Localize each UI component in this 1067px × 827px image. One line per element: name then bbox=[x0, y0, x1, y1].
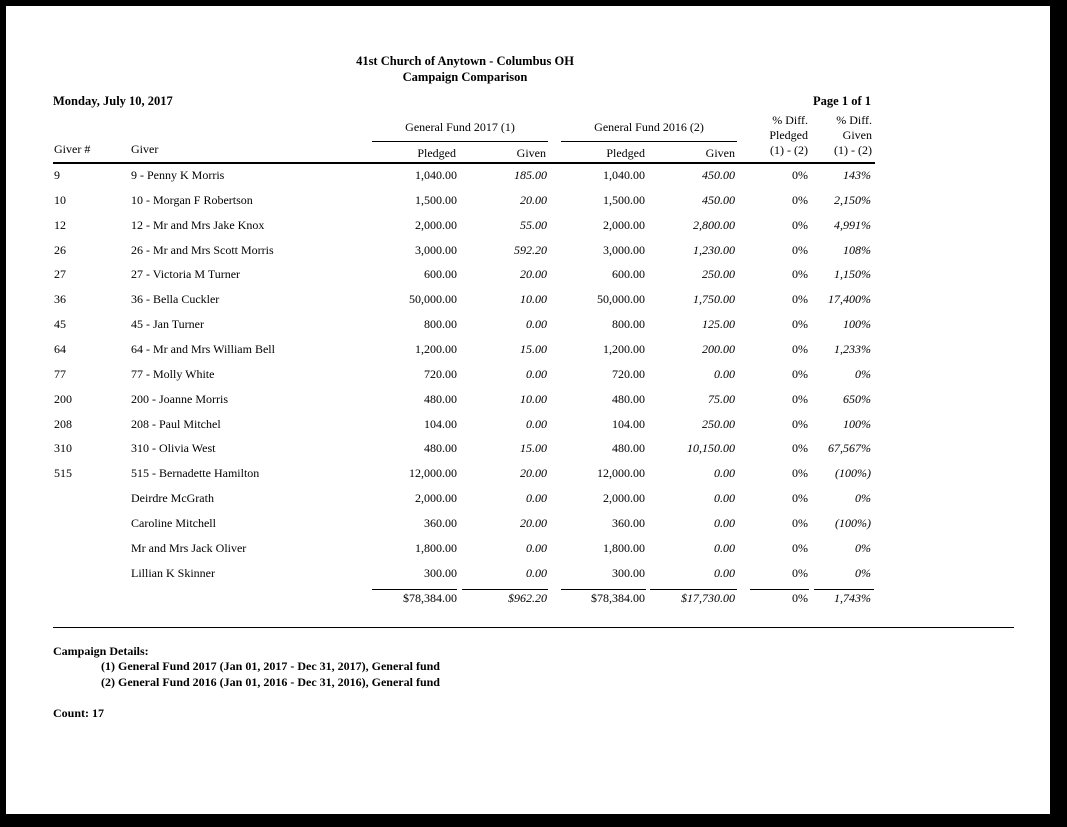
pledged-2016: 300.00 bbox=[612, 565, 645, 580]
given-2017: 0.00 bbox=[526, 565, 547, 580]
table-row bbox=[6, 168, 1050, 192]
table-row bbox=[6, 193, 1050, 217]
pledged-2016: 800.00 bbox=[612, 317, 645, 332]
pledged-2017: 50,000.00 bbox=[409, 292, 457, 307]
table-row bbox=[6, 441, 1050, 465]
pledged-2017: 2,000.00 bbox=[415, 491, 457, 506]
giver-name: 515 - Bernadette Hamilton bbox=[131, 466, 260, 481]
report-date: Monday, July 10, 2017 bbox=[53, 94, 173, 108]
pct-diff-pledged: 0% bbox=[792, 441, 808, 456]
table-row bbox=[6, 243, 1050, 267]
pledged-2016: 1,500.00 bbox=[603, 192, 645, 207]
total-pct-pledged: 0% bbox=[792, 591, 808, 605]
pledged-2017: 480.00 bbox=[424, 441, 457, 456]
giver-name: 77 - Molly White bbox=[131, 366, 215, 381]
giver-header: Giver bbox=[131, 142, 159, 156]
total-pledged1: $78,384.00 bbox=[403, 591, 457, 605]
given-2017: 10.00 bbox=[520, 391, 547, 406]
giver-name: Caroline Mitchell bbox=[131, 515, 216, 530]
group2-rule bbox=[561, 141, 737, 142]
pledged-2017: 480.00 bbox=[424, 391, 457, 406]
giver-number: 10 bbox=[54, 192, 66, 207]
pledged-2017: 1,800.00 bbox=[415, 540, 457, 555]
total-pledged2: $78,384.00 bbox=[591, 591, 645, 605]
given-2016: 0.00 bbox=[714, 540, 735, 555]
total-rule-dg bbox=[814, 589, 874, 590]
giver-name: 45 - Jan Turner bbox=[131, 317, 205, 332]
giver-number: 26 bbox=[54, 242, 66, 257]
given-2016: 1,750.00 bbox=[693, 292, 735, 307]
page-number: Page 1 of 1 bbox=[813, 94, 871, 108]
pledged-2016: 104.00 bbox=[612, 416, 645, 431]
total-rule-p1 bbox=[372, 589, 457, 590]
giver-number: 515 bbox=[54, 466, 72, 481]
pledged-2017: 800.00 bbox=[424, 317, 457, 332]
total-rule-dp bbox=[750, 589, 809, 590]
pledged-2017: 300.00 bbox=[424, 565, 457, 580]
giver-name: 12 - Mr and Mrs Jake Knox bbox=[131, 217, 265, 232]
pledged-2017: 720.00 bbox=[424, 366, 457, 381]
pct-given-header-line3: (1) - (2) bbox=[834, 143, 872, 157]
given-2016: 0.00 bbox=[714, 565, 735, 580]
giver-name: Deirdre McGrath bbox=[131, 491, 214, 506]
given-2016: 1,230.00 bbox=[693, 242, 735, 257]
pledged-2017: 3,000.00 bbox=[415, 242, 457, 257]
total-rule-g1 bbox=[462, 589, 548, 590]
pct-diff-given: (100%) bbox=[835, 515, 871, 530]
pct-diff-given: (100%) bbox=[835, 466, 871, 481]
given-2017: 10.00 bbox=[520, 292, 547, 307]
giver-number: 12 bbox=[54, 217, 66, 232]
given-2016: 0.00 bbox=[714, 466, 735, 481]
pledged-2016: 50,000.00 bbox=[597, 292, 645, 307]
giver-name: 310 - Olivia West bbox=[131, 441, 216, 456]
given-2016: 250.00 bbox=[702, 267, 735, 282]
pct-diff-given: 0% bbox=[855, 540, 871, 555]
footer-rule bbox=[53, 627, 1014, 628]
pct-diff-given: 143% bbox=[843, 168, 871, 182]
pct-diff-given: 100% bbox=[843, 317, 871, 332]
campaign-detail-1: (1) General Fund 2017 (Jan 01, 2017 - Dec 31, 2017), General fund bbox=[101, 659, 440, 673]
pledged2-header: Pledged bbox=[606, 146, 645, 160]
pct-diff-given: 17,400% bbox=[828, 292, 871, 307]
pledged-2016: 3,000.00 bbox=[603, 242, 645, 257]
pct-diff-pledged: 0% bbox=[792, 341, 808, 356]
given-2016: 450.00 bbox=[702, 168, 735, 182]
giver-name: 27 - Victoria M Turner bbox=[131, 267, 241, 282]
pct-diff-pledged: 0% bbox=[792, 168, 808, 182]
table-row bbox=[6, 566, 1050, 590]
group2-header: General Fund 2016 (2) bbox=[594, 120, 704, 134]
given-2017: 185.00 bbox=[514, 168, 547, 182]
giver-number: 36 bbox=[54, 292, 66, 307]
pledged-2016: 480.00 bbox=[612, 391, 645, 406]
given-2017: 20.00 bbox=[520, 515, 547, 530]
given-2017: 592.20 bbox=[514, 242, 547, 257]
group1-rule bbox=[372, 141, 548, 142]
giver-name: 36 - Bella Cuckler bbox=[131, 292, 220, 307]
giver-number: 45 bbox=[54, 317, 66, 332]
given-2017: 0.00 bbox=[526, 540, 547, 555]
table-row bbox=[6, 491, 1050, 515]
pledged-2017: 12,000.00 bbox=[409, 466, 457, 481]
pct-pledged-header bbox=[746, 113, 808, 158]
total-given2: $17,730.00 bbox=[681, 591, 735, 605]
pct-diff-pledged: 0% bbox=[792, 416, 808, 431]
pct-diff-given: 0% bbox=[855, 366, 871, 381]
pledged-2017: 2,000.00 bbox=[415, 217, 457, 232]
given-2017: 20.00 bbox=[520, 267, 547, 282]
pct-diff-pledged: 0% bbox=[792, 317, 808, 332]
org-title: 41st Church of Anytown - Columbus OH bbox=[356, 54, 574, 68]
totals-row bbox=[6, 591, 1050, 615]
given-2016: 450.00 bbox=[702, 192, 735, 207]
giver-name: 10 - Morgan F Robertson bbox=[131, 192, 253, 207]
pledged-2016: 12,000.00 bbox=[597, 466, 645, 481]
given-2016: 0.00 bbox=[714, 491, 735, 506]
total-rule-g2 bbox=[650, 589, 737, 590]
given-2017: 0.00 bbox=[526, 416, 547, 431]
pledged-2017: 1,040.00 bbox=[415, 168, 457, 182]
given-2016: 125.00 bbox=[702, 317, 735, 332]
giver-name: 26 - Mr and Mrs Scott Morris bbox=[131, 242, 274, 257]
given-2017: 15.00 bbox=[520, 341, 547, 356]
giver-number-header: Giver # bbox=[54, 142, 91, 156]
pledged1-header: Pledged bbox=[417, 146, 456, 160]
pct-given-header-line1: % Diff. bbox=[836, 113, 872, 127]
pct-given-header-line2: Given bbox=[842, 128, 872, 142]
given2-header: Given bbox=[705, 146, 735, 160]
giver-name: Mr and Mrs Jack Oliver bbox=[131, 540, 247, 555]
table-row bbox=[6, 218, 1050, 242]
pct-diff-pledged: 0% bbox=[792, 491, 808, 506]
given-2016: 10,150.00 bbox=[687, 441, 735, 456]
given-2016: 200.00 bbox=[702, 341, 735, 356]
giver-number: 77 bbox=[54, 366, 66, 381]
pledged-2016: 2,000.00 bbox=[603, 491, 645, 506]
given-2017: 0.00 bbox=[526, 491, 547, 506]
giver-name: 200 - Joanne Morris bbox=[131, 391, 228, 406]
given-2017: 55.00 bbox=[520, 217, 547, 232]
pct-diff-given: 2,150% bbox=[834, 192, 871, 207]
pct-diff-pledged: 0% bbox=[792, 565, 808, 580]
pct-pledged-header-line3: (1) - (2) bbox=[770, 143, 808, 157]
given-2017: 15.00 bbox=[520, 441, 547, 456]
pct-diff-given: 0% bbox=[855, 491, 871, 506]
total-given1: $962.20 bbox=[508, 591, 547, 605]
giver-number: 310 bbox=[54, 441, 72, 456]
giver-name: Lillian K Skinner bbox=[131, 565, 215, 580]
table-row bbox=[6, 292, 1050, 316]
table-row bbox=[6, 342, 1050, 366]
campaign-details-label: Campaign Details: bbox=[53, 644, 149, 658]
pledged-2016: 2,000.00 bbox=[603, 217, 645, 232]
pct-diff-given: 1,233% bbox=[834, 341, 871, 356]
given-2016: 0.00 bbox=[714, 515, 735, 530]
pct-diff-given: 100% bbox=[843, 416, 871, 431]
pct-pledged-header-line2: Pledged bbox=[769, 128, 808, 142]
pledged-2016: 360.00 bbox=[612, 515, 645, 530]
pct-diff-pledged: 0% bbox=[792, 391, 808, 406]
pct-diff-pledged: 0% bbox=[792, 292, 808, 307]
given1-header: Given bbox=[516, 146, 546, 160]
pledged-2016: 720.00 bbox=[612, 366, 645, 381]
pct-diff-given: 0% bbox=[855, 565, 871, 580]
pct-diff-given: 67,567% bbox=[828, 441, 871, 456]
table-row bbox=[6, 267, 1050, 291]
pct-diff-pledged: 0% bbox=[792, 366, 808, 381]
giver-name: 9 - Penny K Morris bbox=[131, 168, 225, 182]
pct-diff-given: 4,991% bbox=[834, 217, 871, 232]
table-row bbox=[6, 317, 1050, 341]
pledged-2017: 1,500.00 bbox=[415, 192, 457, 207]
given-2016: 0.00 bbox=[714, 366, 735, 381]
given-2016: 250.00 bbox=[702, 416, 735, 431]
giver-number: 64 bbox=[54, 341, 66, 356]
pct-diff-given: 650% bbox=[843, 391, 871, 406]
table-row bbox=[6, 516, 1050, 540]
total-rule-p2 bbox=[561, 589, 646, 590]
pct-given-header bbox=[810, 113, 872, 158]
report-page bbox=[6, 6, 1050, 814]
table-row bbox=[6, 417, 1050, 441]
campaign-detail-2: (2) General Fund 2016 (Jan 01, 2016 - Dec 31, 2016), General fund bbox=[101, 675, 440, 689]
pct-diff-pledged: 0% bbox=[792, 540, 808, 555]
giver-name: 208 - Paul Mitchel bbox=[131, 416, 221, 431]
giver-number: 27 bbox=[54, 267, 66, 282]
total-pct-given: 1,743% bbox=[834, 591, 871, 605]
pct-diff-pledged: 0% bbox=[792, 192, 808, 207]
pledged-2017: 1,200.00 bbox=[415, 341, 457, 356]
given-2017: 20.00 bbox=[520, 466, 547, 481]
given-2016: 75.00 bbox=[708, 391, 735, 406]
pledged-2017: 360.00 bbox=[424, 515, 457, 530]
table-row bbox=[6, 541, 1050, 565]
group1-header: General Fund 2017 (1) bbox=[405, 120, 515, 134]
giver-number: 208 bbox=[54, 416, 72, 431]
report-title: Campaign Comparison bbox=[402, 70, 528, 84]
giver-count: Count: 17 bbox=[53, 706, 105, 720]
pledged-2016: 480.00 bbox=[612, 441, 645, 456]
pledged-2016: 600.00 bbox=[612, 267, 645, 282]
table-row bbox=[6, 367, 1050, 391]
header-rule bbox=[53, 162, 875, 164]
pct-diff-given: 108% bbox=[843, 242, 871, 257]
pledged-2017: 600.00 bbox=[424, 267, 457, 282]
table-row bbox=[6, 466, 1050, 490]
pledged-2016: 1,800.00 bbox=[603, 540, 645, 555]
pct-diff-pledged: 0% bbox=[792, 515, 808, 530]
pct-diff-pledged: 0% bbox=[792, 466, 808, 481]
giver-name: 64 - Mr and Mrs William Bell bbox=[131, 341, 275, 356]
pledged-2016: 1,040.00 bbox=[603, 168, 645, 182]
given-2016: 2,800.00 bbox=[693, 217, 735, 232]
giver-number: 200 bbox=[54, 391, 72, 406]
pct-diff-pledged: 0% bbox=[792, 242, 808, 257]
given-2017: 20.00 bbox=[520, 192, 547, 207]
giver-number: 9 bbox=[54, 168, 60, 182]
pct-pledged-header-line1: % Diff. bbox=[772, 113, 808, 127]
pct-diff-given: 1,150% bbox=[834, 267, 871, 282]
given-2017: 0.00 bbox=[526, 366, 547, 381]
pct-diff-pledged: 0% bbox=[792, 217, 808, 232]
pledged-2016: 1,200.00 bbox=[603, 341, 645, 356]
table-row bbox=[6, 392, 1050, 416]
pct-diff-pledged: 0% bbox=[792, 267, 808, 282]
given-2017: 0.00 bbox=[526, 317, 547, 332]
pledged-2017: 104.00 bbox=[424, 416, 457, 431]
